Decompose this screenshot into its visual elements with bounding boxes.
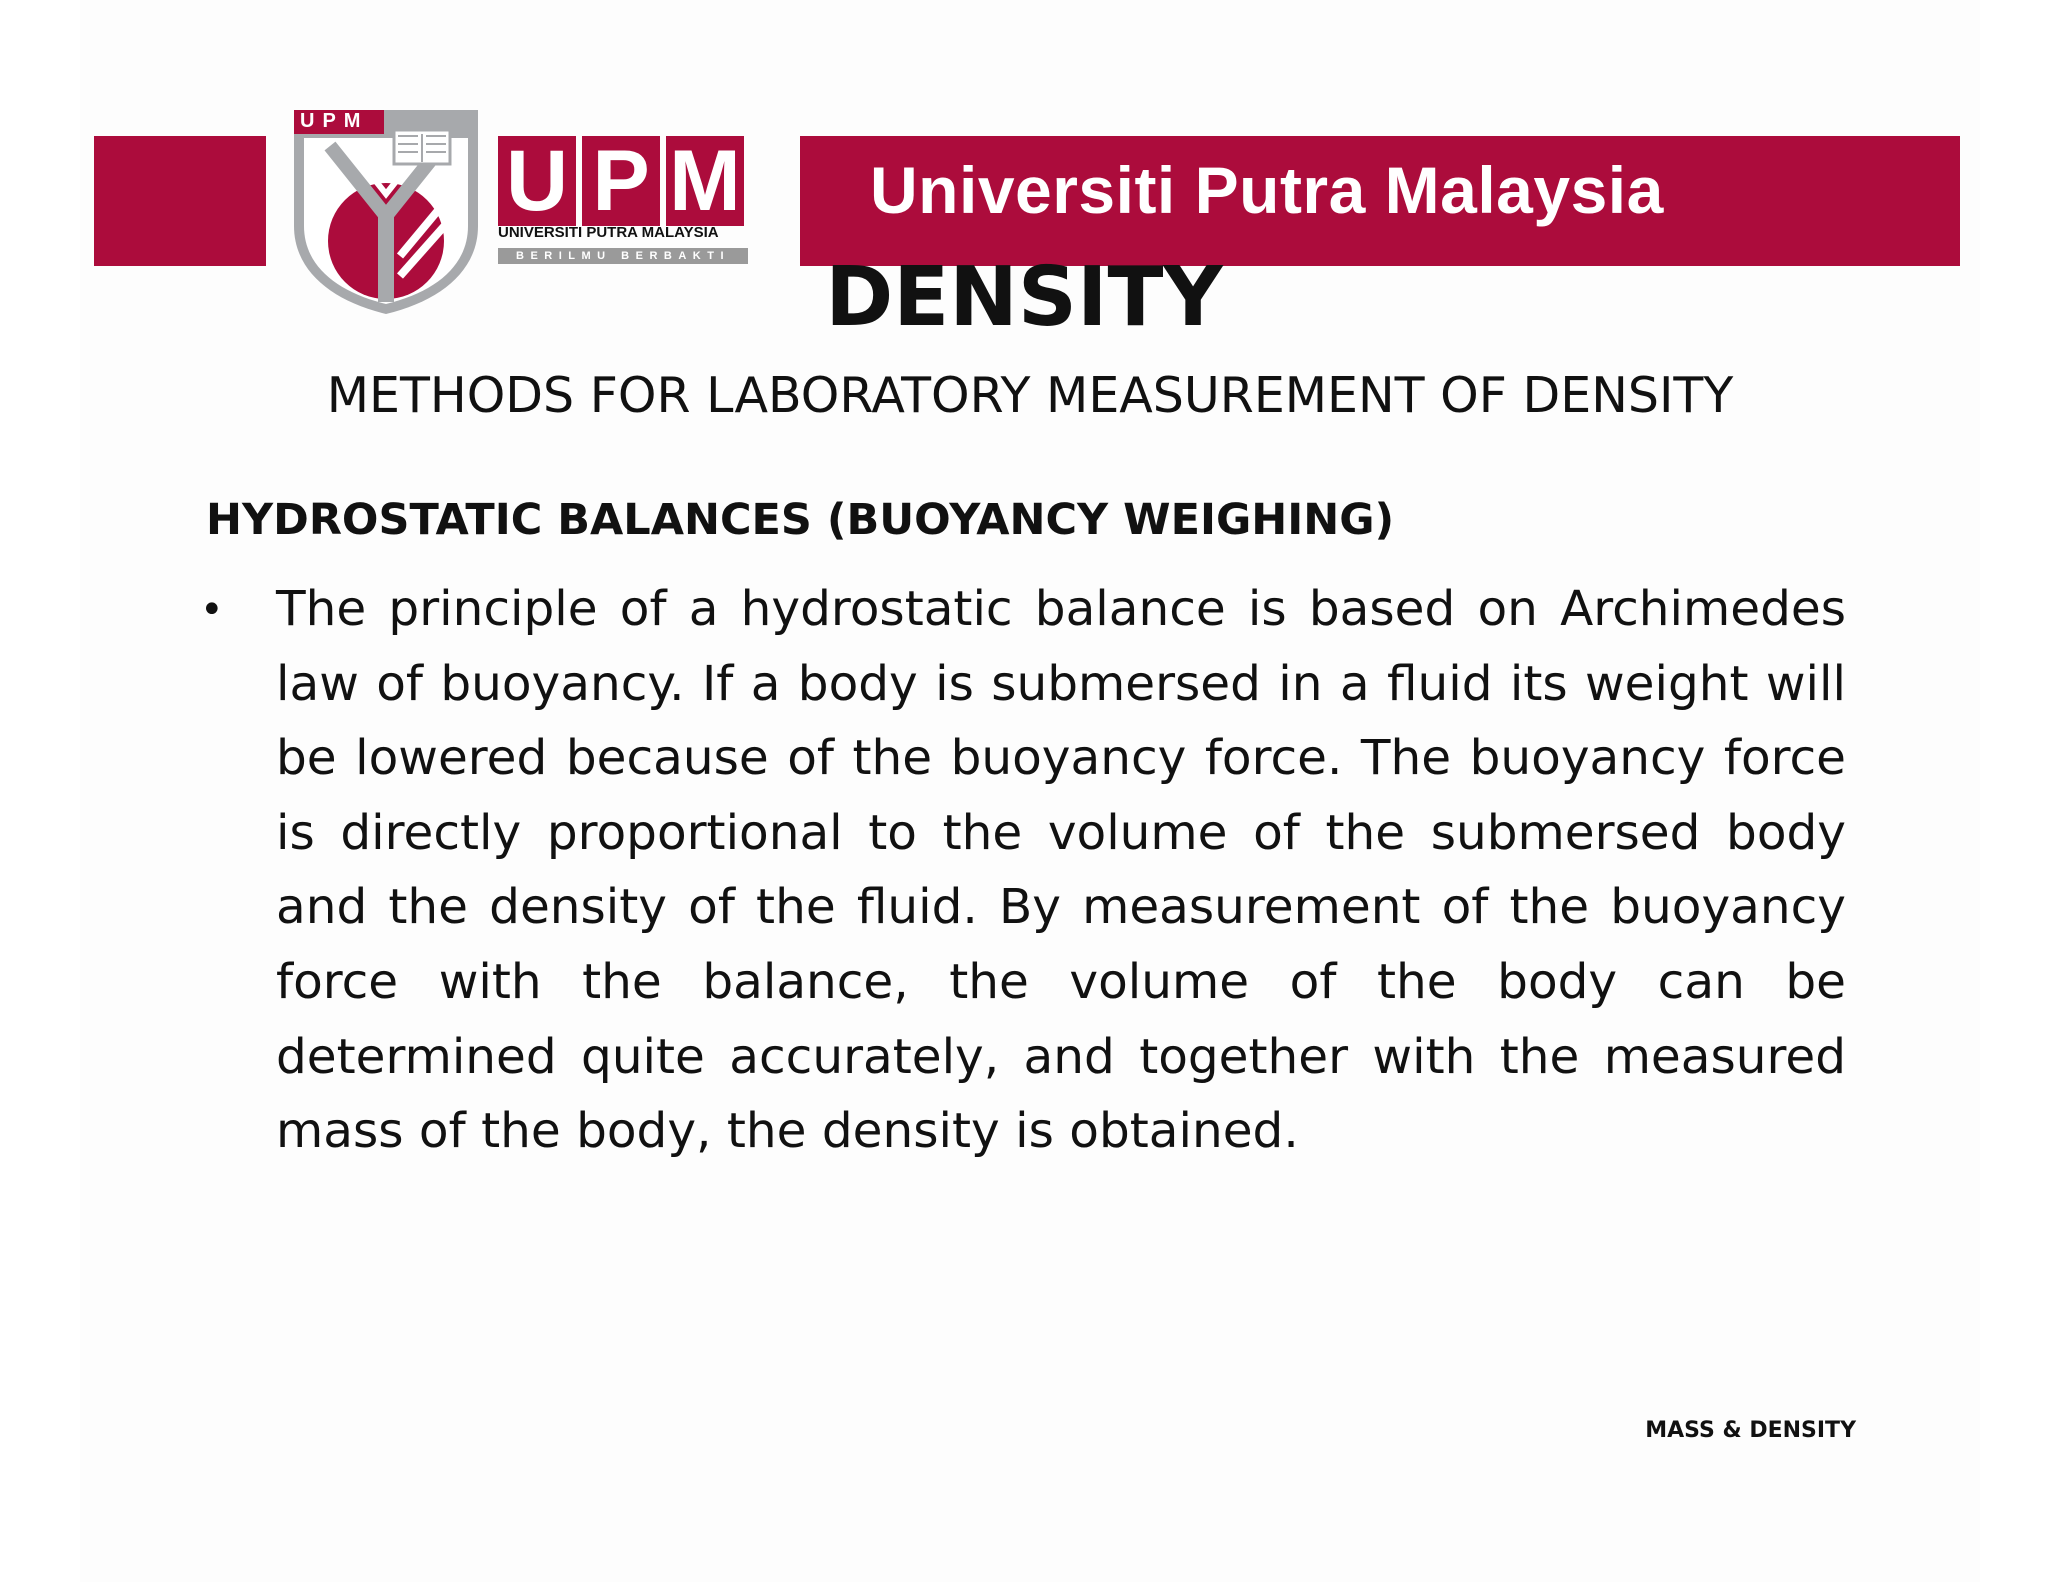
upm-wordmark <box>498 133 748 229</box>
bullet-marker: • <box>200 587 224 633</box>
banner-title: Universiti Putra Malaysia <box>870 153 1664 227</box>
slide-title <box>0 248 2048 348</box>
logo-motto: BERILMU BERBAKTI <box>498 248 748 264</box>
shield-label-text: UPM <box>300 110 369 132</box>
slide-subtitle: METHODS FOR LABORATORY MEASUREMENT OF DENSITY <box>326 367 1734 424</box>
slide-footer: MASS & DENSITY <box>1645 1418 1856 1443</box>
header-banner-left <box>94 136 266 266</box>
slide-title-text: DENSITY <box>825 250 1223 345</box>
wordmark-letter-u: U <box>498 136 576 226</box>
bullet-text: The principle of a hydrostatic balance is based on Archimedes law of buoyancy. If a body is submersed in a fluid its weight will be lowered because of the buoyancy force. The buoyancy force is directly proportional to the volume of the submersed body and the density of the fluid. By measurement of the buoyancy force with the balance, the volume of the body can be determined quite accurately, and together with the measured mass of the body, the density is obtained. <box>276 581 1846 1160</box>
logo-subtitle: UNIVERSITI PUTRA MALAYSIA <box>498 224 719 241</box>
wordmark-letter-p: P <box>582 136 660 226</box>
section-heading: HYDROSTATIC BALANCES (BUOYANCY WEIGHING) <box>206 495 1395 545</box>
wordmark-letter-m: M <box>666 136 744 226</box>
shield-label <box>300 110 380 132</box>
